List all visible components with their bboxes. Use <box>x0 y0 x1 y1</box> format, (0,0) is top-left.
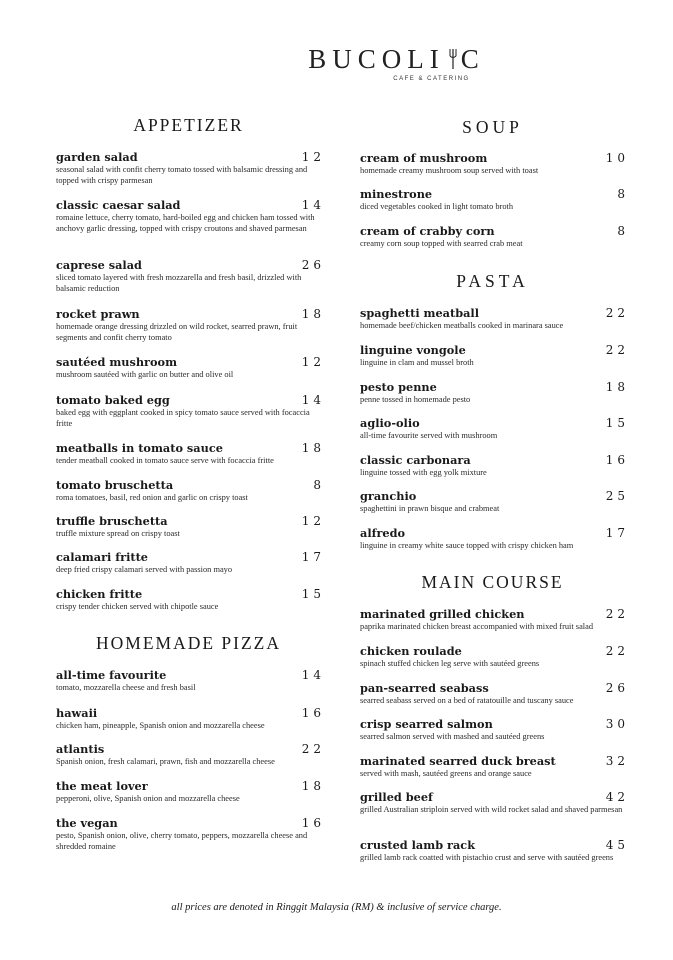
item-description: homemade orange dressing drizzled on wild rocket, searred prawn, fruit segments and confit cherry tomato <box>56 322 298 343</box>
menu-item <box>56 307 325 343</box>
price-footnote: all prices are denoted in Ringgit Malaysia (RM) & inclusive of service charge. <box>171 902 502 913</box>
item-price: 42 <box>605 790 629 804</box>
brand-subtitle: CAFE & CATERING <box>393 76 470 82</box>
item-description: served with mash, sautéed greens and orange sauce <box>360 769 532 778</box>
menu-item <box>360 416 629 441</box>
brand-name-part1: BUCOLI <box>308 44 445 74</box>
item-description: paprika marinated chicken breast accompanied with mixed fruit salad <box>360 622 594 631</box>
item-price: 30 <box>605 717 629 731</box>
item-name: crisp searred salmon <box>360 717 493 731</box>
menu-item <box>56 441 325 466</box>
menu-item <box>56 587 325 612</box>
menu-item <box>360 343 629 368</box>
item-description: deep fried crispy calamari served with passion mayo <box>56 565 233 574</box>
menu-item <box>56 258 325 294</box>
item-name: pan-searred seabass <box>360 681 489 695</box>
item-price: 8 <box>617 187 629 201</box>
item-price: 14 <box>301 198 325 212</box>
section-title-pasta: PASTA <box>456 271 529 291</box>
item-description: sliced tomato layered with fresh mozzarella and fresh basil, drizzled with balsamic reduction <box>56 273 302 294</box>
item-name: classic carbonara <box>360 453 471 467</box>
item-name: tomato baked egg <box>56 393 170 407</box>
item-description: spinach stuffed chicken leg serve with sautéed greens <box>360 659 540 668</box>
item-description: tender meatball cooked in tomato sauce serve with focaccia fritte <box>56 456 274 465</box>
section-title-appetizer: APPETIZER <box>133 115 244 135</box>
item-price: 15 <box>605 416 629 430</box>
item-name: all-time favourite <box>56 668 167 682</box>
brand-logo <box>188 46 485 73</box>
item-name: atlantis <box>56 742 105 756</box>
item-name: tomato bruschetta <box>56 478 174 492</box>
item-name: classic caesar salad <box>56 198 181 212</box>
item-description: linguine tossed with egg yolk mixture <box>360 468 487 477</box>
menu-item <box>360 754 629 779</box>
item-name: spaghetti meatball <box>360 306 480 320</box>
section-title-soup: SOUP <box>462 117 523 137</box>
menu-item <box>360 453 629 478</box>
menu-item <box>360 306 629 331</box>
item-name: garden salad <box>56 150 138 164</box>
item-price: 16 <box>605 453 629 467</box>
item-price: 16 <box>301 706 325 720</box>
menu-item <box>360 838 629 863</box>
menu-item <box>56 779 325 804</box>
section-title-main-course: MAIN COURSE <box>421 572 564 592</box>
item-price: 14 <box>301 668 325 682</box>
item-description: chicken ham, pineapple, Spanish onion and mozzarella cheese <box>56 721 265 730</box>
item-description: linguine in creamy white sauce topped with crispy chicken ham <box>360 541 574 550</box>
item-price: 18 <box>605 380 629 394</box>
item-name: cream of crabby corn <box>360 224 495 238</box>
menu-item <box>56 198 325 234</box>
item-description: diced vegetables cooked in light tomato broth <box>360 202 514 211</box>
item-description: creamy corn soup topped with searred crab meat <box>360 239 523 248</box>
item-price: 10 <box>605 151 629 165</box>
menu-item <box>56 742 325 767</box>
brand-header <box>0 46 673 82</box>
item-price: 32 <box>605 754 629 768</box>
item-name: meatballs in tomato sauce <box>56 441 223 455</box>
item-price: 25 <box>605 489 629 503</box>
item-name: marinated grilled chicken <box>360 607 525 621</box>
item-description: homemade beef/chicken meatballs cooked in marinara sauce <box>360 321 564 330</box>
item-name: cream of mushroom <box>360 151 488 165</box>
item-name: sautéed mushroom <box>56 355 178 369</box>
item-price: 22 <box>605 306 629 320</box>
item-name: truffle bruschetta <box>56 514 168 528</box>
item-description: seasonal salad with confit cherry tomato tossed with balsamic dressing and topped with crispy parmesan <box>56 165 308 186</box>
menu-item <box>56 355 325 380</box>
menu-item <box>56 478 325 503</box>
item-description: all-time favourite served with mushroom <box>360 431 498 440</box>
item-price: 18 <box>301 441 325 455</box>
item-name: the vegan <box>56 816 118 830</box>
item-price: 22 <box>605 644 629 658</box>
menu-item <box>360 681 629 706</box>
menu-item <box>360 526 629 551</box>
item-price: 26 <box>301 258 325 272</box>
item-description: truffle mixture spread on crispy toast <box>56 529 180 538</box>
item-price: 17 <box>301 550 325 564</box>
item-description: baked egg with eggplant cooked in spicy tomato sauce served with focaccia fritte <box>56 408 310 429</box>
item-price: 14 <box>301 393 325 407</box>
menu-item <box>56 150 325 186</box>
menu-item <box>56 514 325 539</box>
menu-item <box>56 550 325 575</box>
item-price: 12 <box>301 355 325 369</box>
item-price: 26 <box>605 681 629 695</box>
item-name: linguine vongole <box>360 343 466 357</box>
menu-item <box>360 380 629 405</box>
item-price: 16 <box>301 816 325 830</box>
menu-item <box>360 790 629 815</box>
item-description: pesto, Spanish onion, olive, cherry tomato, peppers, mozzarella cheese and shredded romaine <box>56 831 308 852</box>
section-title-pizza: HOMEMADE PIZZA <box>95 633 281 653</box>
brand-name-part2: C <box>460 44 485 74</box>
menu-item <box>360 224 629 249</box>
menu-item <box>56 706 325 731</box>
item-name: crusted lamb rack <box>360 838 476 852</box>
item-price: 12 <box>301 150 325 164</box>
item-description: tomato, mozzarella cheese and fresh basil <box>56 683 196 692</box>
item-description: spaghettini in prawn bisque and crabmeat <box>360 504 500 513</box>
item-name: pesto penne <box>360 380 437 394</box>
item-name: chicken fritte <box>56 587 143 601</box>
item-price: 22 <box>605 343 629 357</box>
item-description: grilled Australian striploin served with wild rocket salad and shaved parmesan <box>360 805 623 814</box>
menu-item <box>360 151 629 176</box>
item-price: 8 <box>617 224 629 238</box>
menu-item <box>56 668 325 693</box>
item-price: 12 <box>301 514 325 528</box>
item-description: roma tomatoes, basil, red onion and garlic on crispy toast <box>56 493 248 502</box>
item-description: searred seabass served on a bed of ratatouille and tuscany sauce <box>360 696 574 705</box>
item-price: 22 <box>605 607 629 621</box>
item-name: caprese salad <box>56 258 142 272</box>
item-description: mushroom sautéed with garlic on butter and olive oil <box>56 370 234 379</box>
item-name: minestrone <box>360 187 433 201</box>
item-name: the meat lover <box>56 779 148 793</box>
menu-item <box>360 489 629 514</box>
item-price: 17 <box>605 526 629 540</box>
item-price: 18 <box>301 307 325 321</box>
item-description: searred salmon served with mashed and sautéed greens <box>360 732 545 741</box>
menu-item <box>56 393 325 429</box>
item-name: granchio <box>360 489 417 503</box>
item-price: 22 <box>301 742 325 756</box>
item-name: aglio-olio <box>360 416 420 430</box>
item-description: homemade creamy mushroom soup served with toast <box>360 166 539 175</box>
item-description: grilled lamb rack coatted with pistachio crust and serve with sautéed greens <box>360 853 614 862</box>
item-price: 18 <box>301 779 325 793</box>
item-price: 8 <box>313 478 325 492</box>
item-description: pepperoni, olive, Spanish onion and mozzarella cheese <box>56 794 240 803</box>
menu-item <box>360 187 629 212</box>
item-name: chicken roulade <box>360 644 462 658</box>
item-name: marinated searred duck breast <box>360 754 556 768</box>
item-name: alfredo <box>360 526 406 540</box>
item-description: linguine in clam and mussel broth <box>360 358 474 367</box>
item-price: 45 <box>605 838 629 852</box>
item-description: Spanish onion, fresh calamari, prawn, fish and mozzarella cheese <box>56 757 275 766</box>
item-name: hawaii <box>56 706 98 720</box>
item-name: grilled beef <box>360 790 433 804</box>
item-description: penne tossed in homemade pesto <box>360 395 471 404</box>
item-description: romaine lettuce, cherry tomato, hard-boiled egg and chicken ham tossed with anchovy garlic dressing, topped with crispy croutons and shaved parmesan <box>56 213 315 234</box>
menu-item <box>360 607 629 632</box>
menu-item <box>360 644 629 669</box>
item-description: crispy tender chicken served with chipotle sauce <box>56 602 219 611</box>
item-name: rocket prawn <box>56 307 140 321</box>
menu-item <box>56 816 325 852</box>
fork-icon <box>448 48 458 70</box>
item-name: calamari fritte <box>56 550 148 564</box>
item-price: 15 <box>301 587 325 601</box>
menu-item <box>360 717 629 742</box>
